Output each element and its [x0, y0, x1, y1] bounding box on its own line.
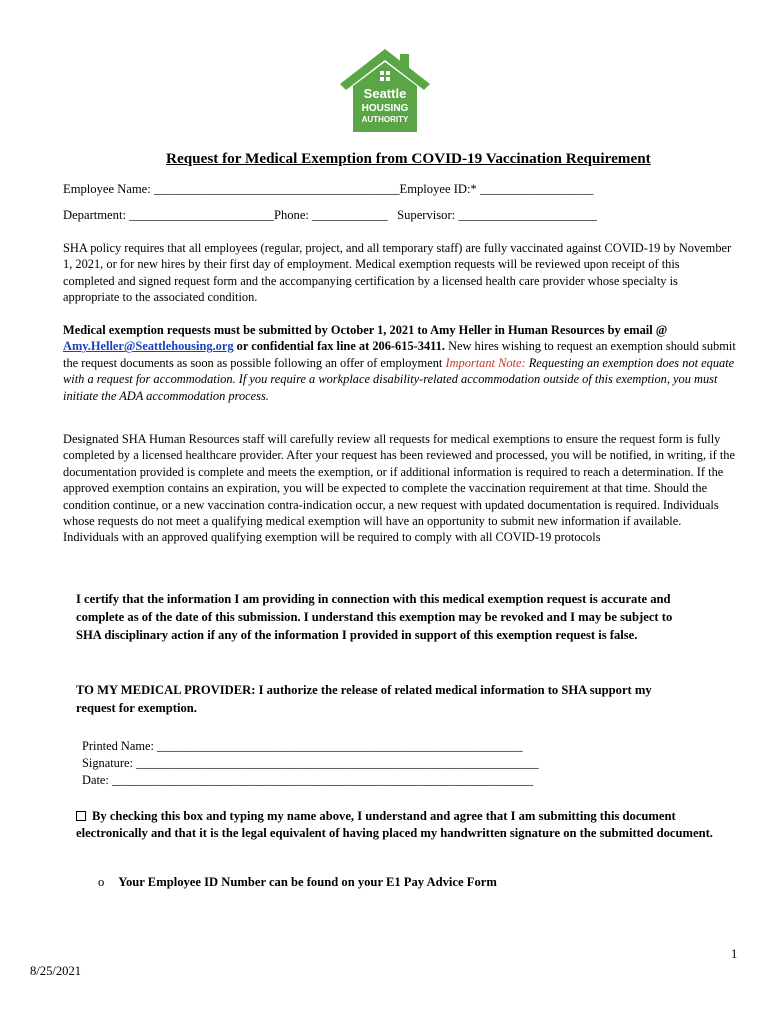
bullet-marker: o	[98, 875, 105, 889]
signature-field[interactable]: _________________________________________________________________	[136, 756, 539, 770]
important-note-label: Important Note:	[445, 355, 526, 370]
date-label: Date:	[82, 773, 109, 787]
date-row	[82, 772, 533, 789]
consent-checkbox[interactable]	[76, 811, 86, 821]
submission-deadline: Medical exemption requests must be submitted by October 1, 2021 to Amy Heller in Human Resources by email @	[63, 323, 668, 337]
fax-line: or confidential fax line at 206-615-3411.	[233, 339, 445, 354]
accommodation-note: Requesting an exemption does not equate with a request for accommodation. If you require a workplace disability-related accommodation outside of this exemption, you must initiate the ADA accommodation process.	[63, 355, 735, 403]
page-title: Request for Medical Exemption from COVID-19 Vaccination Requirement	[166, 150, 651, 167]
employee-id-hint	[98, 875, 497, 890]
employee-id-field[interactable]: __________________	[479, 182, 594, 196]
signature-row	[82, 755, 539, 772]
phone-field[interactable]: ____________	[312, 208, 388, 222]
date-field[interactable]: ____________________________________________________________________	[111, 773, 534, 787]
submission-paragraph	[63, 322, 738, 404]
printed-name-label: Printed Name:	[82, 739, 154, 753]
new-hire-note: New hires wishing to request an exemption should submit the request documents as soon as possible following an offer of employment	[63, 339, 736, 370]
footer-date: 8/25/2021	[30, 964, 82, 978]
provider-authorization: TO MY MEDICAL PROVIDER: I authorize the release of related medical information to SHA support my request for exemption.	[76, 683, 652, 715]
employee-id-hint-text: Your Employee ID Number can be found on your E1 Pay Advice Form	[118, 875, 497, 889]
logo-line-1: Seattle	[363, 86, 407, 101]
policy-paragraph: SHA policy requires that all employees (regular, project, and all temporary staff) are fully vaccinated against COVID-19 by November 1, 2021, or for new hires by their first day of employment. Medical exemption requests will be reviewed upon receipt of this completed and signed request form and the accompanying certification by a licensed health care provider whose specialty is appropriate to the associated condition.	[63, 241, 732, 305]
page-number: 1	[731, 947, 738, 961]
logo-line-3: AUTHORITY	[361, 115, 409, 124]
certification-statement: I certify that the information I am providing in connection with this medical exemption request is accurate and complete as of the date of this submission. I understand this exemption may be revoked and I may be subject to SHA disciplinary action if any of the information I provided in support of this exemption request is false.	[76, 592, 673, 642]
electronic-consent	[76, 808, 746, 842]
electronic-consent-text: By checking this box and typing my name above, I understand and agree that I am submitting this document electronically and that it is the legal equivalent of having placed my handwritten signature on the submitted document.	[76, 809, 713, 840]
employee-info-row	[63, 182, 593, 197]
department-field[interactable]: _______________________	[129, 208, 274, 222]
signature-label: Signature:	[82, 756, 133, 770]
logo-line-2: HOUSING	[361, 103, 409, 114]
hr-email-link[interactable]: Amy.Heller@Seattlehousing.org	[63, 339, 234, 354]
supervisor-field[interactable]: ______________________	[458, 208, 597, 222]
employee-name-field[interactable]: _______________________________________	[153, 182, 400, 196]
phone-label: Phone:	[273, 208, 309, 222]
sha-logo	[338, 46, 432, 134]
review-paragraph: Designated SHA Human Resources staff will carefully review all requests for medical exemptions to ensure the request form is fully completed by a licensed healthcare provider. After your request has been reviewed and processed, you will be notified, in writing, if the documentation provided is complete and meets the exemption, or if additional information is required to reach a determination. If the approved exemption contains an expiration, you will be expected to complete the vaccination requirement at that time. Should the condition continue, or a new vaccination contra-indication occur, a new request with updated documentation is required. Individuals whose requests do not meet a qualifying medical exemption will have an opportunity to submit new information if available. Individuals with an approved qualifying exemption will be required to comply with all COVID-19 protocols	[63, 432, 735, 545]
employee-id-label: Employee ID:*	[399, 182, 477, 196]
department-row	[63, 208, 597, 223]
printed-name-field[interactable]: ___________________________________________________________	[157, 739, 523, 753]
employee-name-label: Employee Name:	[63, 182, 151, 196]
supervisor-label: Supervisor:	[397, 208, 456, 222]
printed-name-row	[82, 738, 523, 755]
department-label: Department:	[63, 208, 126, 222]
